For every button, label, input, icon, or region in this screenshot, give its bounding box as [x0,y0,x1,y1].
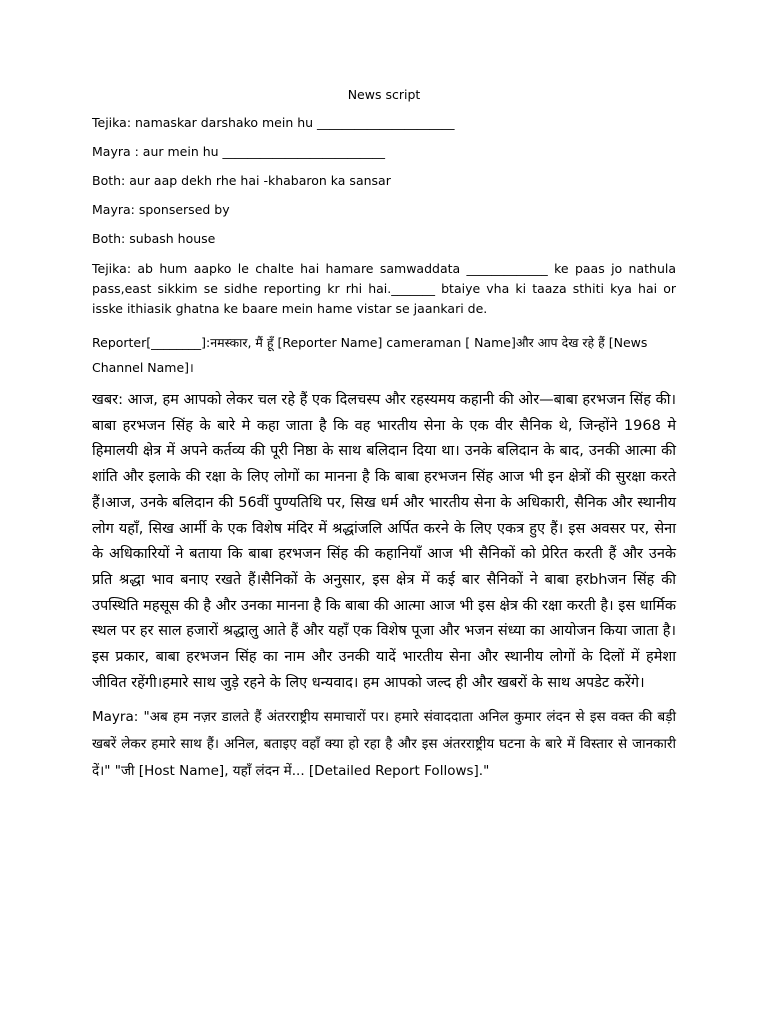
mayra-paragraph: Mayra: "अब हम नज़र डालते हैं अंतरराष्ट्रीय समाचारों पर। हमारे संवाददाता अनिल कुमार लंदन से इस वक्त की बड़ी खबरें लेकर हमारे साथ हैं। अनिल, बताइए वहाँ क्या हो रहा है और इस अंतरराष्ट्रीय घटना के बारे में विस्तार से जानकारी दें।" "जी [Host Name], यहाँ लंदन में... [Detailed Report Follows]." [92,709,676,780]
news-paragraph: खबर: आज, हम आपको लेकर चल रहे हैं एक दिलचस्प और रहस्यमय कहानी की ओर—बाबा हरभजन सिंह की।बाबा हरभजन सिंह के बारे मे कहा जाता है कि वह भारतीय सेना के एक वीर सैनिक थे, जिन्होंने 1968 मे हिमालयी क्षेत्र में अपने कर्तव्य की पूरी निष्ठा के साथ बलिदान दिया था। उनके बलिदान के बाद, उनकी आत्मा की शांति और इलाके की रक्षा के लिए लोगों का मानना है कि बाबा हरभजन सिंह आज भी इन क्षेत्रों की सुरक्षा करते हैं।आज, उनके बलिदान की 56वीं पुण्यतिथि पर, सिख धर्म और भारतीय सेना के अधिकारी, सैनिक और स्थानीय लोग यहाँ, सिख आर्मी के एक विशेष मंदिर में श्रद्धांजलि अर्पित करने के लिए एकत्र हुए हैं। इस अवसर पर, सेना के अधिकारियों ने बताया कि बाबा हरभजन सिंह की कहानियाँ आज भी सैनिकों को प्रेरित करती हैं और उनके प्रति श्रद्धा भाव बनाए रखते हैं।सैनिकों के अनुसार, इस क्षेत्र में कई बार सैनिकों ने बाबा हरbhजन सिंह की उपस्थिति महसूस की है और उनका मानना है कि बाबा की आत्मा आज भी इस क्षेत्र की रक्षा करती है। इस धार्मिक स्थल पर हर साल हजारों श्रद्धालु आते हैं और यहाँ एक विशेष पूजा और भजन संध्या का आयोजन किया जाता है।इस प्रकार, बाबा हरभजन सिंह का नाम और उनकी यादें भारतीय सेना और स्थानीय लोगों के दिलों में हमेशा जीवित रहेंगी।हमारे साथ जुड़े रहने के लिए धन्यवाद। हम आपको जल्द ही और खबरों के साथ अपडेट करेंगे। [92,392,676,691]
reporter-paragraph: Reporter[________]:नमस्कार, मैं हूँ [Reporter Name] cameraman [ Name]और आप देख रहे हैं [News Channel Name]। [92,335,648,375]
document-page [92,86,676,785]
tejika-paragraph: Tejika: ab hum aapko le chalte hai hamare samwaddata _____________ ke paas jo nathula pass,east sikkim se sidhe reporting kr rhi hai._______ btaiye vha ki taaza sthiti kya hai or isske ithiasik ghatna ke baare mein hame vistar se jaankari de. [92,261,676,316]
script-line-mayra-sponsor: Mayra: sponsersed by [92,202,230,217]
script-line-mayra-intro: Mayra : aur mein hu __________________________ [92,144,386,159]
document-title: News script [347,87,421,102]
script-line-both-sponsor: Both: subash house [92,231,216,246]
script-line-both-khabaron: Both: aur aap dekh rhe hai -khabaron ka sansar [92,173,391,188]
script-line-tejika-intro: Tejika: namaskar darshako mein hu ______________________ [92,115,455,130]
